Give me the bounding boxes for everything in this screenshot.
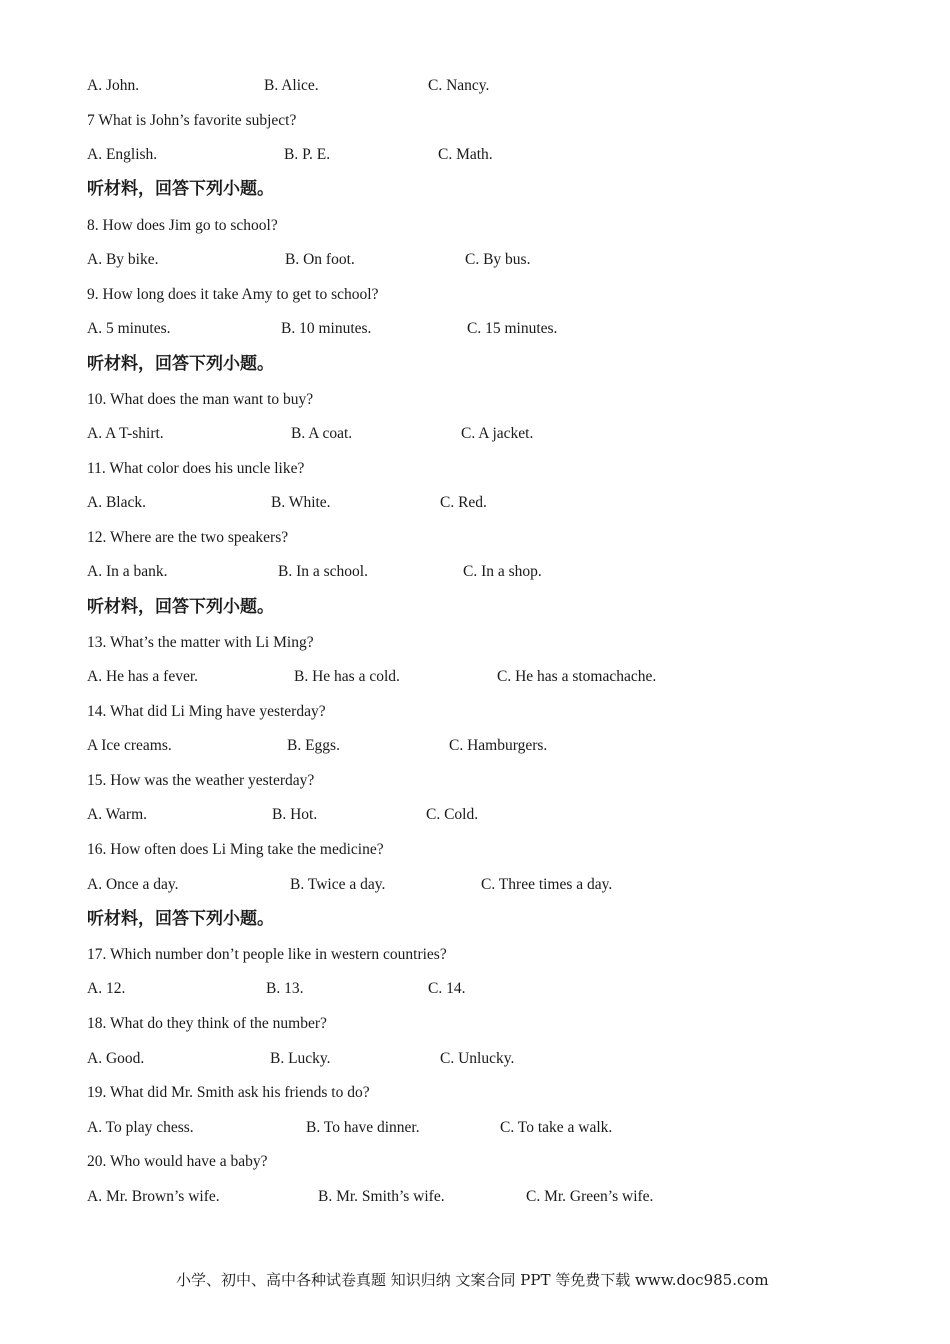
option-c: C. Unlucky. xyxy=(440,1050,515,1067)
section-heading: 听材料，回答下列小题。 xyxy=(87,909,274,929)
option-a: A. English. xyxy=(87,146,158,163)
option-c: C. Mr. Green’s wife. xyxy=(526,1188,654,1205)
question-text: 11. What color does his uncle like? xyxy=(87,460,305,477)
option-b: B. P. E. xyxy=(284,146,331,163)
option-a: A. 5 minutes. xyxy=(87,320,171,337)
option-a: A. Mr. Brown’s wife. xyxy=(87,1188,220,1205)
option-a: A. To play chess. xyxy=(87,1119,194,1136)
option-c: C. Three times a day. xyxy=(481,876,613,893)
option-c: C. Hamburgers. xyxy=(449,737,548,754)
option-b: B. To have dinner. xyxy=(306,1119,420,1136)
option-b: B. Alice. xyxy=(264,77,319,94)
option-b: B. Hot. xyxy=(272,806,318,823)
option-a: A. He has a fever. xyxy=(87,668,199,685)
section-heading: 听材料，回答下列小题。 xyxy=(87,354,274,374)
option-b: B. On foot. xyxy=(285,251,355,268)
option-b: B. 13. xyxy=(266,980,304,997)
option-c: C. Math. xyxy=(438,146,493,163)
option-c: C. Nancy. xyxy=(428,77,490,94)
question-text: 14. What did Li Ming have yesterday? xyxy=(87,703,326,720)
question-text: 9. How long does it take Amy to get to school? xyxy=(87,286,379,303)
option-c: C. Cold. xyxy=(426,806,479,823)
option-c: C. A jacket. xyxy=(461,425,534,442)
option-b: B. Mr. Smith’s wife. xyxy=(318,1188,445,1205)
option-c: C. To take a walk. xyxy=(500,1119,613,1136)
question-text: 17. Which number don’t people like in western countries? xyxy=(87,946,447,963)
option-b: B. Twice a day. xyxy=(290,876,386,893)
option-a: A Ice creams. xyxy=(87,737,172,754)
section-heading: 听材料，回答下列小题。 xyxy=(87,179,274,199)
option-c: C. Red. xyxy=(440,494,487,511)
option-b: B. He has a cold. xyxy=(294,668,400,685)
question-text: 7 What is John’s favorite subject? xyxy=(87,112,297,129)
option-a: A. John. xyxy=(87,77,140,94)
page-footer: 小学、初中、高中各种试卷真题 知识归纳 文案合同 PPT 等免费下载 www.doc985.com xyxy=(176,1271,769,1289)
question-text: 8. How does Jim go to school? xyxy=(87,217,278,234)
option-a: A. Once a day. xyxy=(87,876,179,893)
option-c: C. 15 minutes. xyxy=(467,320,558,337)
option-a: A. 12. xyxy=(87,980,126,997)
question-text: 18. What do they think of the number? xyxy=(87,1015,327,1032)
option-b: B. White. xyxy=(271,494,331,511)
option-a: A. Black. xyxy=(87,494,146,511)
option-c: C. He has a stomachache. xyxy=(497,668,657,685)
option-a: A. By bike. xyxy=(87,251,159,268)
option-c: C. In a shop. xyxy=(463,563,542,580)
option-a: A. In a bank. xyxy=(87,563,168,580)
question-text: 16. How often does Li Ming take the medicine? xyxy=(87,841,384,858)
option-a: A. A T-shirt. xyxy=(87,425,164,442)
option-b: B. 10 minutes. xyxy=(281,320,372,337)
option-a: A. Warm. xyxy=(87,806,148,823)
question-text: 13. What’s the matter with Li Ming? xyxy=(87,634,314,651)
option-b: B. In a school. xyxy=(278,563,368,580)
option-c: C. 14. xyxy=(428,980,466,997)
question-text: 20. Who would have a baby? xyxy=(87,1153,268,1170)
question-text: 19. What did Mr. Smith ask his friends to do? xyxy=(87,1084,370,1101)
option-a: A. Good. xyxy=(87,1050,145,1067)
question-text: 10. What does the man want to buy? xyxy=(87,391,314,408)
question-text: 15. How was the weather yesterday? xyxy=(87,772,315,789)
option-b: B. Lucky. xyxy=(270,1050,331,1067)
option-c: C. By bus. xyxy=(465,251,531,268)
question-text: 12. Where are the two speakers? xyxy=(87,529,289,546)
section-heading: 听材料，回答下列小题。 xyxy=(87,597,274,617)
option-b: B. A coat. xyxy=(291,425,353,442)
option-b: B. Eggs. xyxy=(287,737,340,754)
